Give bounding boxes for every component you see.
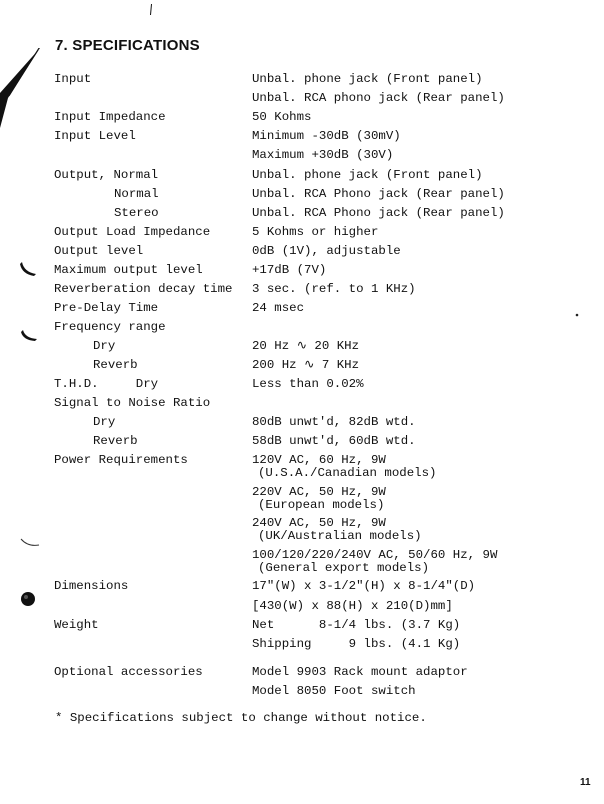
spec-label-dimensions: Dimensions xyxy=(54,579,129,593)
spec-value-power-220: 220V AC, 50 Hz, 9W xyxy=(252,485,386,499)
spec-label-accessories: Optional accessories xyxy=(54,665,203,679)
scan-mark-curve xyxy=(20,537,40,549)
spec-value-output-normal-rear: Unbal. RCA Phono jack (Rear panel) xyxy=(252,187,505,201)
spec-value-output-stereo: Unbal. RCA Phono jack (Rear panel) xyxy=(252,206,505,220)
spec-label-output-normal: Output, Normal xyxy=(54,168,159,182)
spec-value-accessory-rack: Model 9903 Rack mount adaptor xyxy=(252,665,468,679)
spec-label-output-stereo: Stereo xyxy=(114,206,159,220)
spec-label-frequency-reverb: Reverb xyxy=(93,358,138,372)
spec-label-input-impedance: Input Impedance xyxy=(54,110,166,124)
spec-value-accessory-footswitch: Model 8050 Foot switch xyxy=(252,684,416,698)
spec-value-output-normal: Unbal. phone jack (Front panel) xyxy=(252,168,483,182)
spec-value-snr-dry: 80dB unwt'd, 82dB wtd. xyxy=(252,415,416,429)
spec-value-thd: Less than 0.02% xyxy=(252,377,364,391)
spec-label-snr: Signal to Noise Ratio xyxy=(54,396,211,410)
spec-label-output-level: Output level xyxy=(54,244,144,258)
spec-value-dimensions-inch: 17"(W) x 3-1/2"(H) x 8-1/4"(D) xyxy=(252,579,476,593)
spec-value-power-export: 100/120/220/240V AC, 50/60 Hz, 9W xyxy=(252,548,498,562)
spec-label-frequency-range: Frequency range xyxy=(54,320,166,334)
spec-value-weight-net: Net 8-1/4 lbs. (3.7 Kg) xyxy=(252,618,461,632)
section-title: 7. SPECIFICATIONS xyxy=(55,37,200,54)
spec-value-output-load: 5 Kohms or higher xyxy=(252,225,379,239)
spec-value-input-level-max: Maximum +30dB (30V) xyxy=(252,148,394,162)
spec-label-max-output: Maximum output level xyxy=(54,263,203,277)
spec-label-predelay: Pre-Delay Time xyxy=(54,301,159,315)
scan-mark-hole-1 xyxy=(20,262,36,276)
spec-label-reverb-decay: Reverberation decay time xyxy=(54,282,233,296)
spec-value-power-export-models: (General export models) xyxy=(258,561,430,575)
spec-value-weight-shipping: Shipping 9 lbs. (4.1 Kg) xyxy=(252,637,461,651)
spec-label-weight: Weight xyxy=(54,618,99,632)
spec-value-frequency-dry: 20 Hz ∿ 20 KHz xyxy=(252,339,360,353)
spec-value-snr-reverb: 58dB unwt'd, 60dB wtd. xyxy=(252,434,416,448)
spec-value-power-220-models: (European models) xyxy=(258,498,385,512)
spec-value-input-level-min: Minimum -30dB (30mV) xyxy=(252,129,401,143)
spec-value-power-120: 120V AC, 60 Hz, 9W xyxy=(252,453,386,467)
spec-value-input-impedance: 50 Kohms xyxy=(252,110,312,124)
spec-value-reverb-decay: 3 sec. (ref. to 1 KHz) xyxy=(252,282,416,296)
spec-value-power-120-models: (U.S.A./Canadian models) xyxy=(258,466,437,480)
spec-value-frequency-reverb: 200 Hz ∿ 7 KHz xyxy=(252,358,360,372)
scan-mark-dot xyxy=(575,313,579,317)
page-number: 11 xyxy=(580,777,591,788)
spec-value-dimensions-mm: [430(W) x 88(H) x 210(D)mm] xyxy=(252,599,453,613)
footnote: * Specifications subject to change without notice. xyxy=(55,711,427,725)
spec-label-thd: T.H.D. Dry xyxy=(54,377,159,391)
spec-value-power-240-models: (UK/Australian models) xyxy=(258,529,422,543)
scan-mark-hole-2 xyxy=(21,330,37,342)
spec-value-output-level: 0dB (1V), adjustable xyxy=(252,244,401,258)
spec-label-frequency-dry: Dry xyxy=(93,339,116,353)
spec-label-snr-dry: Dry xyxy=(93,415,116,429)
spec-value-max-output: +17dB (7V) xyxy=(252,263,327,277)
spec-label-power: Power Requirements xyxy=(54,453,188,467)
spec-label-output-normal-rear: Normal xyxy=(114,187,159,201)
spec-value-input-rear: Unbal. RCA phono jack (Rear panel) xyxy=(252,91,505,105)
spec-label-snr-reverb: Reverb xyxy=(93,434,138,448)
spec-label-input: Input xyxy=(54,72,92,86)
scan-mark-top xyxy=(148,4,154,16)
spec-value-input-front: Unbal. phone jack (Front panel) xyxy=(252,72,483,86)
scan-mark-blot xyxy=(20,590,36,608)
spec-value-predelay: 24 msec xyxy=(252,301,305,315)
spec-label-output-load: Output Load Impedance xyxy=(54,225,211,239)
spec-value-power-240: 240V AC, 50 Hz, 9W xyxy=(252,516,386,530)
spec-label-input-level: Input Level xyxy=(54,129,136,143)
scan-mark-binding xyxy=(0,48,42,128)
